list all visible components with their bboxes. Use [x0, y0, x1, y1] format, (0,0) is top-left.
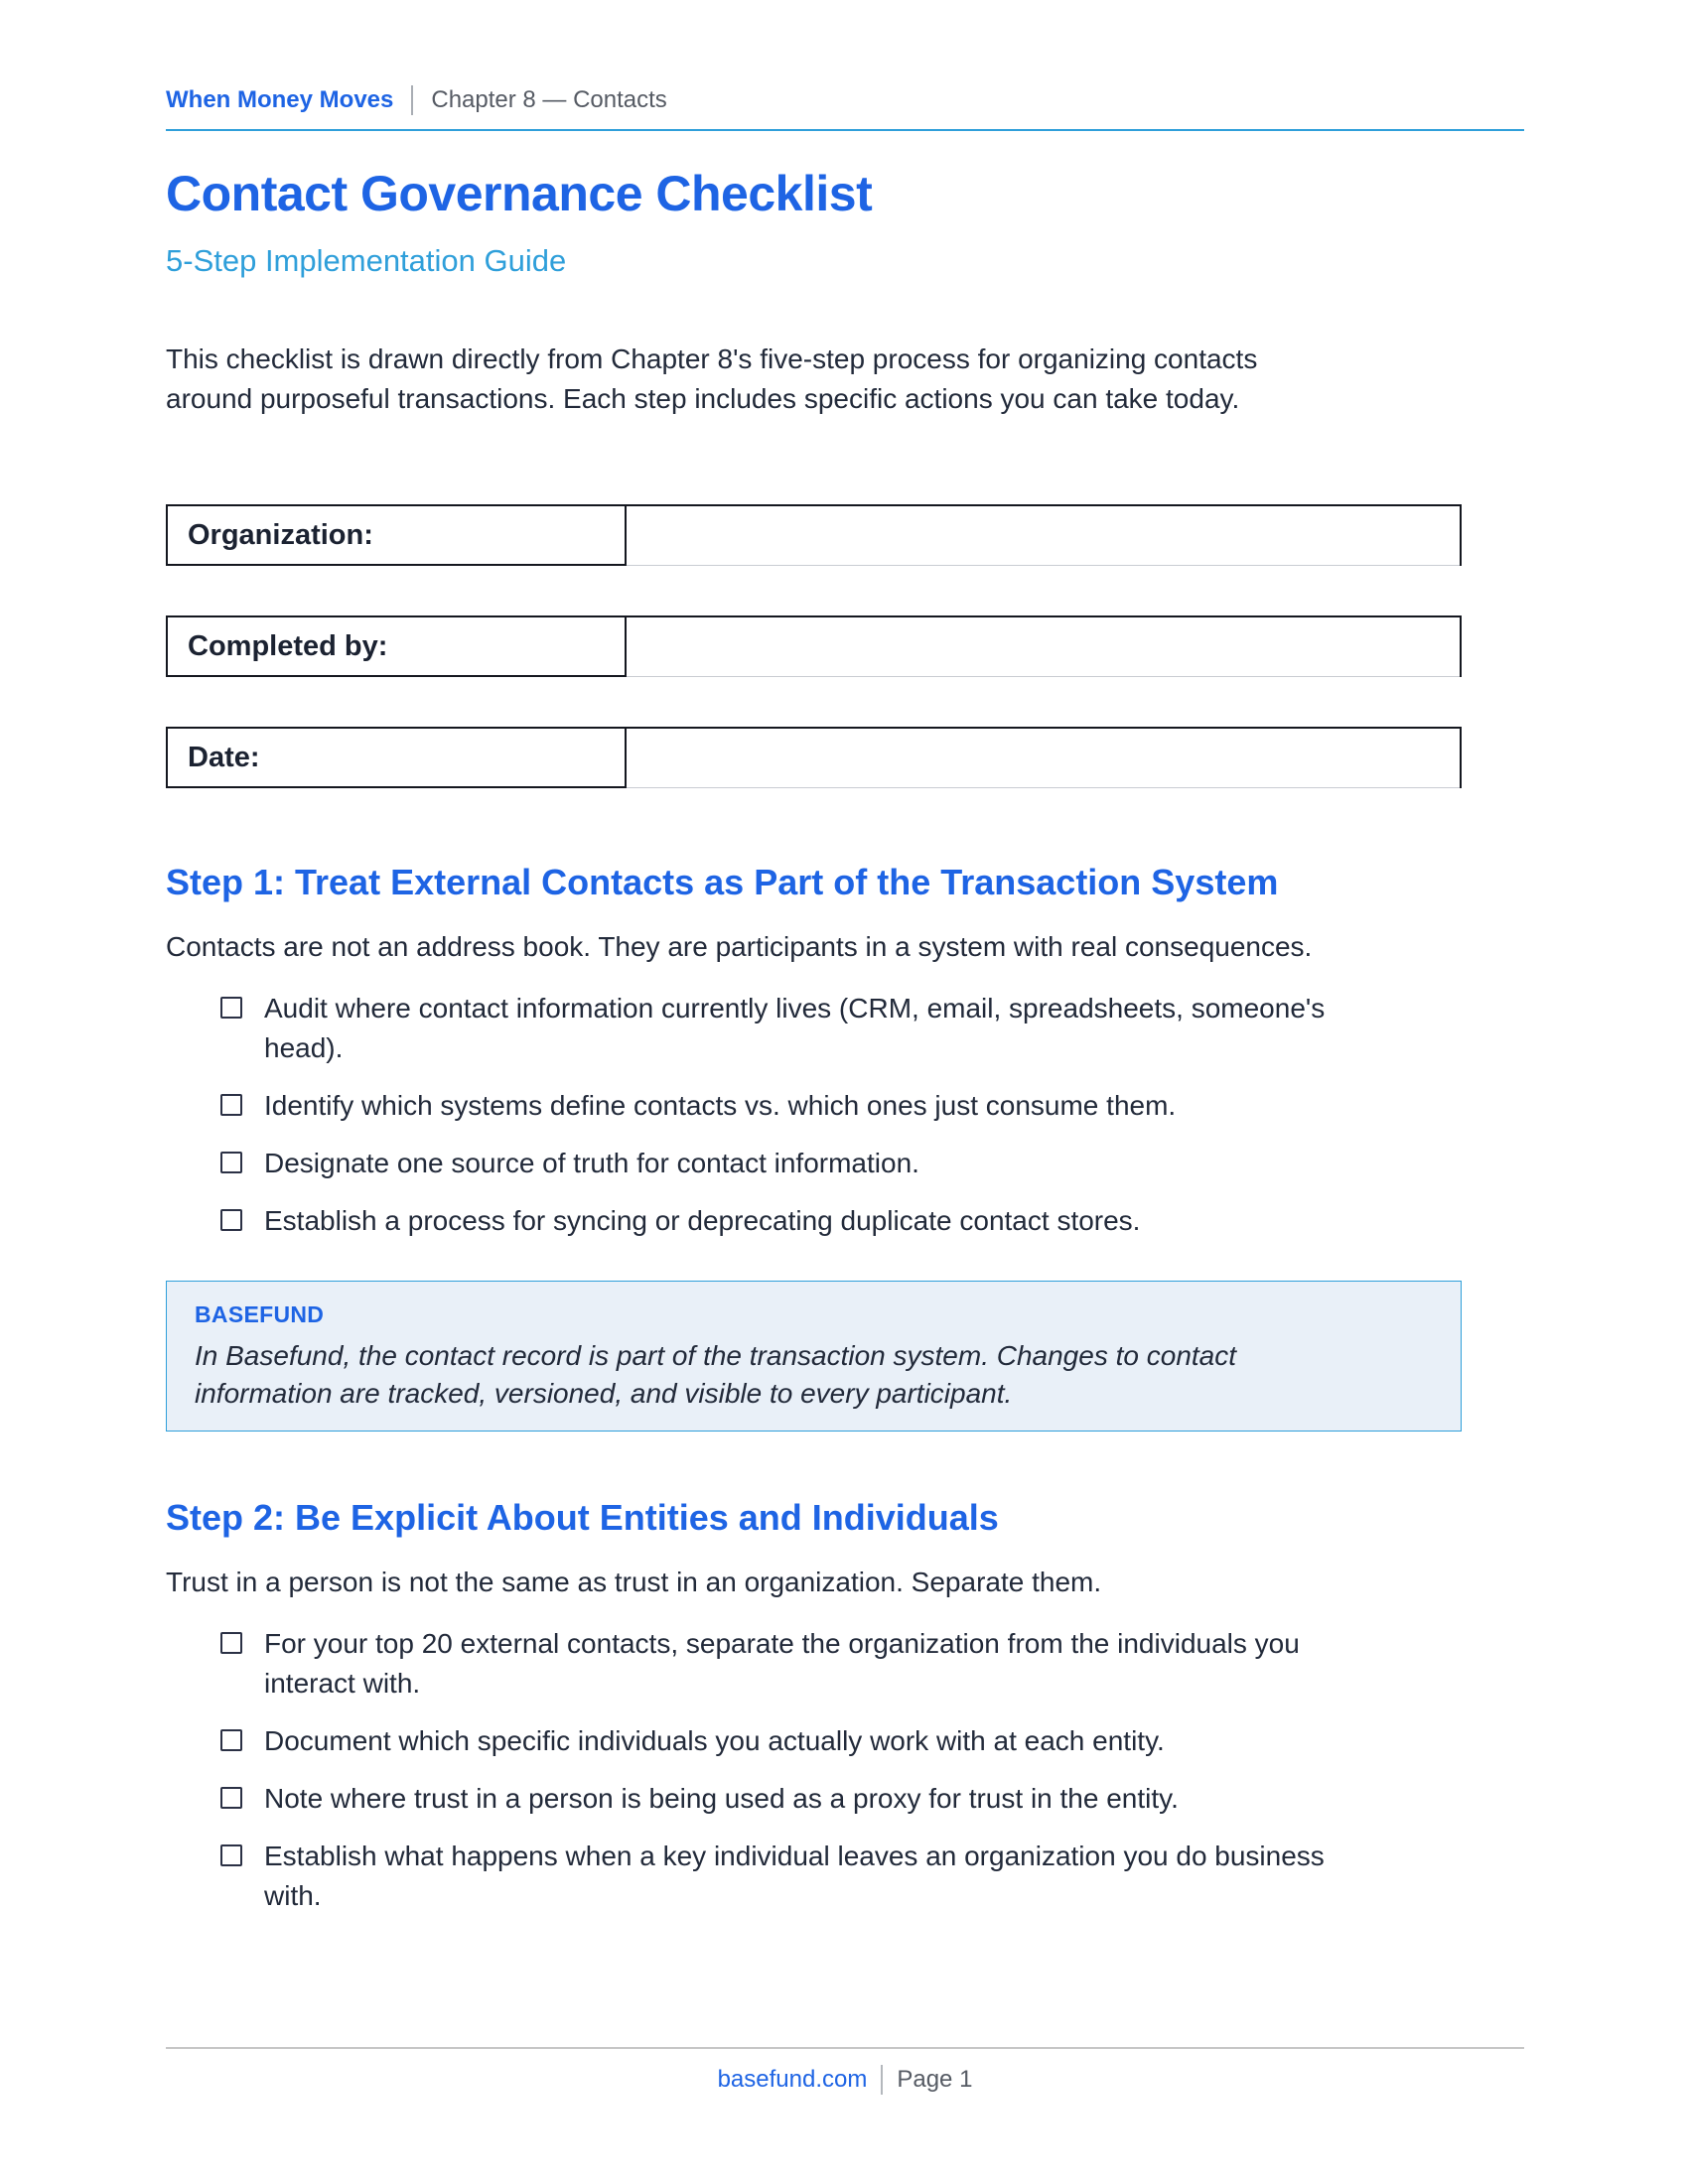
checklist-item-text: [264, 989, 1325, 1068]
checklist-item-text: [264, 1201, 1140, 1241]
intro-line: This checklist is drawn directly from Chapter 8's five-step process for organizing contacts: [166, 343, 1258, 374]
item-text-line: interact with.: [264, 1668, 421, 1699]
checklist-checkbox[interactable]: [220, 1209, 242, 1231]
chapter-label: Chapter 8 — Contacts: [431, 86, 667, 113]
callout-label: BASEFUND: [195, 1301, 325, 1327]
page-footer: [166, 2047, 1524, 2095]
checklist-item: [220, 1144, 1524, 1183]
checklist-item-text: [264, 1144, 919, 1183]
step-1-heading: Step 1: Treat External Contacts as Part of the Transaction System: [166, 862, 1279, 902]
callout-text-line: information are tracked, versioned, and visible to every participant.: [195, 1378, 1013, 1409]
checklist-item-text: [264, 1086, 1176, 1126]
step-1-section: [166, 860, 1524, 1432]
organization-label: Organization:: [168, 506, 627, 566]
date-label: Date:: [168, 729, 627, 788]
checklist-item-text: [264, 1779, 1179, 1819]
header-rule: [166, 129, 1524, 131]
checklist-checkbox[interactable]: [220, 1094, 242, 1116]
item-text-line: with.: [264, 1880, 322, 1911]
organization-value-field[interactable]: [627, 506, 1460, 566]
header-separator: [411, 85, 413, 115]
checklist-item: [220, 1624, 1524, 1704]
basefund-callout: [166, 1281, 1462, 1432]
checklist-item-text: [264, 1837, 1325, 1916]
form-row-organization: [166, 504, 1462, 566]
step-2-checklist: [166, 1624, 1524, 1916]
checklist-item: [220, 1201, 1524, 1241]
item-text-line: For your top 20 external contacts, separate the organization from the individuals you: [264, 1628, 1300, 1659]
item-text-line: Designate one source of truth for contact information.: [264, 1148, 919, 1178]
item-text-line: Note where trust in a person is being used as a proxy for trust in the entity.: [264, 1783, 1179, 1814]
date-value-field[interactable]: [627, 729, 1460, 788]
item-text-line: Identify which systems define contacts vs. which ones just consume them.: [264, 1090, 1177, 1121]
completed-by-value-field[interactable]: [627, 617, 1460, 677]
checklist-item: [220, 1086, 1524, 1126]
step-2-description: Trust in a person is not the same as trust in an organization. Separate them.: [166, 1567, 1102, 1597]
step-1-checklist: [166, 989, 1524, 1241]
step-2-heading: Step 2: Be Explicit About Entities and Individuals: [166, 1497, 999, 1538]
checklist-item: [220, 1837, 1524, 1916]
footer-separator: [881, 2065, 883, 2095]
checklist-checkbox[interactable]: [220, 1729, 242, 1751]
checklist-item-text: [264, 1624, 1300, 1704]
checklist-checkbox[interactable]: [220, 1632, 242, 1654]
intro-paragraph: [166, 340, 1524, 419]
item-text-line: Audit where contact information currently lives (CRM, email, spreadsheets, someone's: [264, 993, 1326, 1024]
item-text-line: head).: [264, 1032, 344, 1063]
callout-text-line: In Basefund, the contact record is part of the transaction system. Changes to contact: [195, 1340, 1237, 1371]
checklist-checkbox[interactable]: [220, 1844, 242, 1866]
footer-page-number: Page 1: [897, 2066, 973, 2093]
footer-site-link[interactable]: basefund.com: [717, 2066, 868, 2093]
form-row-date: [166, 727, 1462, 788]
intro-line: around purposeful transactions. Each step includes specific actions you can take today.: [166, 383, 1240, 414]
checklist-checkbox[interactable]: [220, 997, 242, 1019]
callout-text: [195, 1337, 1431, 1413]
completed-by-label: Completed by:: [168, 617, 627, 677]
footer-text: [166, 2065, 1524, 2095]
form-row-completed-by: [166, 615, 1462, 677]
footer-rule: [166, 2047, 1524, 2049]
page-title: Contact Governance Checklist: [166, 166, 873, 221]
checklist-item: [220, 1721, 1524, 1761]
brand-title: When Money Moves: [166, 86, 394, 113]
step-1-description: Contacts are not an address book. They are participants in a system with real consequences.: [166, 931, 1313, 962]
checklist-item: [220, 989, 1524, 1068]
page-header: [166, 85, 1524, 115]
checklist-item: [220, 1779, 1524, 1819]
item-text-line: Establish what happens when a key individual leaves an organization you do business: [264, 1841, 1325, 1871]
item-text-line: Document which specific individuals you actually work with at each entity.: [264, 1725, 1165, 1756]
page-subtitle: 5-Step Implementation Guide: [166, 243, 567, 278]
checklist-checkbox[interactable]: [220, 1787, 242, 1809]
step-2-section: [166, 1495, 1524, 1916]
checklist-item-text: [264, 1721, 1165, 1761]
form-section: [166, 504, 1524, 788]
item-text-line: Establish a process for syncing or deprecating duplicate contact stores.: [264, 1205, 1141, 1236]
checklist-checkbox[interactable]: [220, 1152, 242, 1173]
